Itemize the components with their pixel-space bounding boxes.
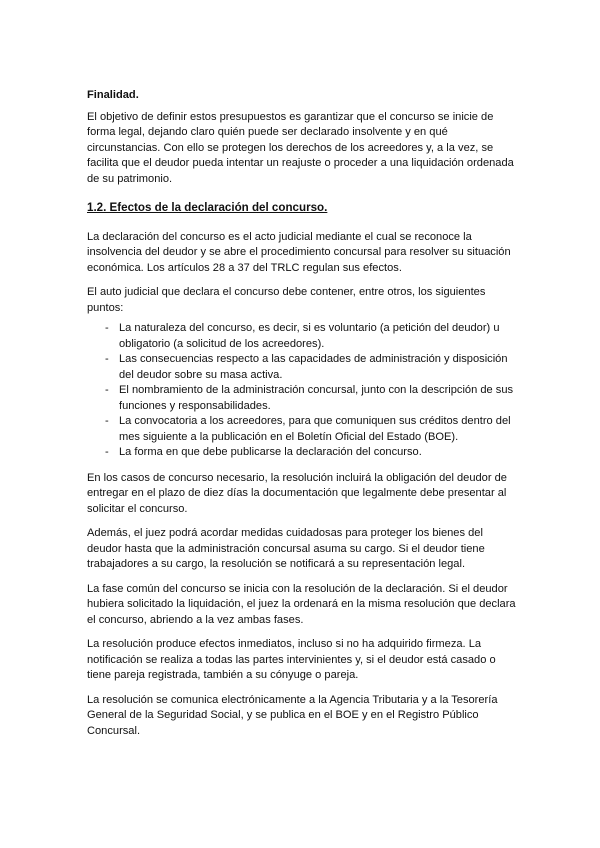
list-item: [87, 383, 517, 414]
section-title: 1.2. Efectos de la declaración del concurso.: [87, 201, 328, 214]
list-item: [87, 445, 517, 461]
list-item-text: Las consecuencias respecto a las capacidades de administración y disposición del deudor sobre su masa activa.: [119, 353, 508, 381]
body-paragraph: En los casos de concurso necesario, la resolución incluirá la obligación del deudor de entregar en el plazo de diez días la documentación que legalmente debe presentar al solicitar el concurso.: [87, 471, 507, 515]
list-item: [87, 321, 517, 352]
list-item-text: El nombramiento de la administración concursal, junto con la descripción de sus funciones y responsabilidades.: [119, 384, 514, 412]
list-item-text: La convocatoria a los acreedores, para que comuniquen sus créditos dentro del mes siguiente a la publicación en el Boletín Oficial del Estado (BOE).: [119, 415, 511, 443]
bullet-dash: -: [105, 353, 109, 365]
bullet-dash: -: [105, 322, 109, 334]
list-item-text: La naturaleza del concurso, es decir, si es voluntario (a petición del deudor) u obligatorio (a solicitud de los acreedores).: [119, 322, 500, 350]
document-page: [87, 88, 517, 748]
list-item-text: La forma en que debe publicarse la declaración del concurso.: [119, 446, 422, 458]
list-item: [87, 352, 517, 383]
body-paragraph: Además, el juez podrá acordar medidas cuidadosas para proteger los bienes del deudor hasta que la administración concursal asuma su cargo. Si el deudor tiene trabajadores a su cargo, la resolución se notificará a su representación legal.: [87, 527, 485, 570]
bullet-dash: -: [105, 415, 109, 427]
bullet-dash: -: [105, 446, 109, 458]
points-list: [87, 321, 517, 461]
section-intro-paragraph: La declaración del concurso es el acto judicial mediante el cual se reconoce la insolvencia del deudor y se abre el procedimiento concursal para resolver su situación económica. Los artículos 28 a 37 del TRLC regulan sus efectos.: [87, 230, 511, 274]
body-paragraph: La resolución se comunica electrónicamente a la Agencia Tributaria y a la Tesorería General de la Seguridad Social, y se publica en el BOE y en el Registro Público Concursal.: [87, 693, 498, 737]
auto-intro-paragraph: El auto judicial que declara el concurso debe contener, entre otros, los siguientes puntos:: [87, 286, 486, 314]
list-item: [87, 414, 517, 445]
body-paragraph: La resolución produce efectos inmediatos, incluso si no ha adquirido firmeza. La notificación se realiza a todas las partes intervinientes y, si el deudor está casado o tiene pareja registrada, también a su cónyuge o pareja.: [87, 638, 496, 681]
finalidad-paragraph: El objetivo de definir estos presupuestos es garantizar que el concurso se inicie de forma legal, dejando claro quién puede ser declarado insolvente y en qué circunstancias. Con ello se protegen los derechos de los acreedores y, a la vez, se facilita que el deudor pueda intentar un reajuste o proceder a una liquidación ordenada de su patrimonio.: [87, 110, 514, 185]
bullet-dash: -: [105, 384, 109, 396]
body-paragraph: La fase común del concurso se inicia con la resolución de la declaración. Si el deudor hubiera solicitado la liquidación, el juez la ordenará en la misma resolución que declara el concurso, abriendo a la vez ambas fases.: [87, 582, 516, 626]
finalidad-heading: Finalidad.: [87, 89, 139, 101]
